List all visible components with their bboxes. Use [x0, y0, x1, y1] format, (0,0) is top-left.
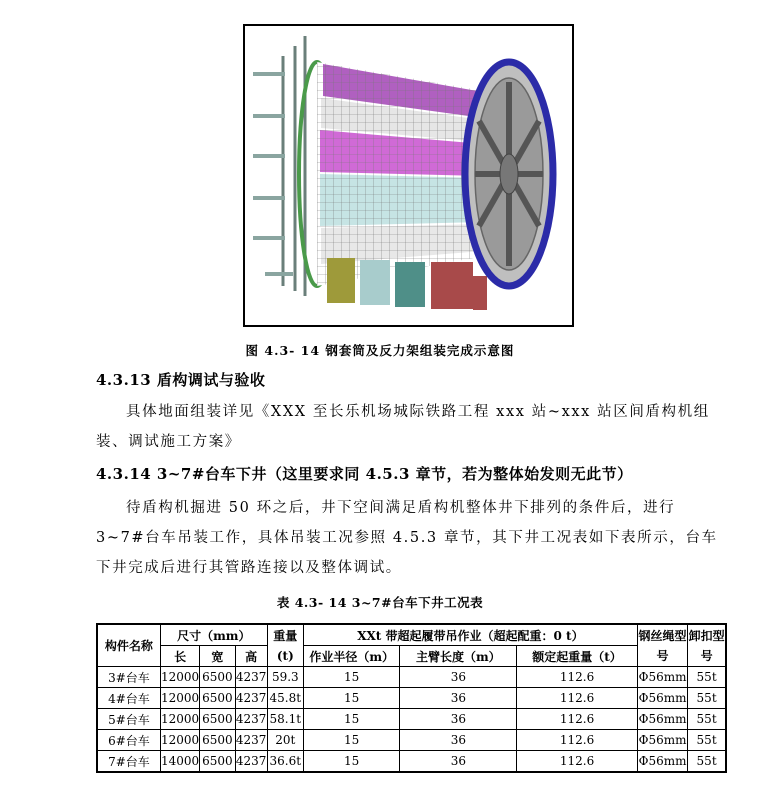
- cell-shackle: 55t: [688, 751, 726, 773]
- table-row: [97, 730, 726, 751]
- cell-rated: 112.6: [517, 751, 638, 773]
- cell-rope: Φ56mm: [637, 688, 687, 709]
- header-rope: 钢丝绳型号: [637, 624, 687, 667]
- cell-height: 4237: [235, 751, 267, 773]
- cell-rated: 112.6: [517, 667, 638, 688]
- cell-boom: 36: [400, 688, 517, 709]
- paragraph-text: 具体地面组装详见《XXX 至长乐机场城际铁路工程 xxx 站~xxx 站区间盾构机组装、调试施工方案》: [96, 404, 710, 450]
- cell-boom: 36: [400, 730, 517, 751]
- cell-radius: 15: [303, 688, 400, 709]
- cell-rope: Φ56mm: [637, 709, 687, 730]
- section-paragraph-4-3-14: [96, 493, 726, 583]
- table-row: [97, 751, 726, 773]
- header-name: 构件名称: [97, 624, 160, 667]
- header-width: 宽: [200, 646, 235, 667]
- cell-width: 6500: [200, 709, 235, 730]
- header-radius: 作业半径（m）: [303, 646, 400, 667]
- cell-boom: 36: [400, 751, 517, 773]
- steel-sleeve-illustration: [245, 26, 572, 325]
- cell-length: 14000: [160, 751, 199, 773]
- cell-weight: 59.3: [267, 667, 303, 688]
- paragraph-text: 待盾构机掘进 50 环之后，井下空间满足盾构机整体井下排列的条件后，进行 3~7#台车吊装工作，具体吊装工况参照 4.5.3 章节，其下井工况表如下表所示，台车下井完成后进行其管路连接以及整体调试。: [96, 500, 718, 576]
- table-title: 表 4.3- 14 3~7#台车下井工况表: [276, 595, 484, 610]
- cell-radius: 15: [303, 709, 400, 730]
- cell-width: 6500: [200, 751, 235, 773]
- cell-radius: 15: [303, 667, 400, 688]
- cell-rope: Φ56mm: [637, 667, 687, 688]
- cell-length: 12000: [160, 688, 199, 709]
- cell-radius: 15: [303, 751, 400, 773]
- cell-height: 4237: [235, 709, 267, 730]
- header-boom: 主臂长度（m）: [400, 646, 517, 667]
- cell-width: 6500: [200, 688, 235, 709]
- cell-shackle: 55t: [688, 730, 726, 751]
- section-heading-4-3-13: 4.3.13 盾构调试与验收: [96, 371, 266, 389]
- cell-name: 5#台车: [97, 709, 160, 730]
- cell-boom: 36: [400, 709, 517, 730]
- cell-name: 3#台车: [97, 667, 160, 688]
- cell-shackle: 55t: [688, 709, 726, 730]
- cell-weight: 20t: [267, 730, 303, 751]
- cell-rated: 112.6: [517, 730, 638, 751]
- cell-rated: 112.6: [517, 709, 638, 730]
- cell-length: 12000: [160, 709, 199, 730]
- table-header-row: [97, 624, 726, 646]
- header-crane: XXt 带超起履带吊作业（超起配重：0 t）: [303, 624, 637, 646]
- table-row: [97, 688, 726, 709]
- cell-length: 12000: [160, 730, 199, 751]
- header-length: 长: [160, 646, 199, 667]
- cell-height: 4237: [235, 730, 267, 751]
- cell-length: 12000: [160, 667, 199, 688]
- header-weight: 重量(t): [267, 624, 303, 667]
- cell-rope: Φ56mm: [637, 730, 687, 751]
- cell-radius: 15: [303, 730, 400, 751]
- cell-weight: 36.6t: [267, 751, 303, 773]
- header-height: 高: [235, 646, 267, 667]
- table-subheader-row: [97, 646, 726, 667]
- cell-name: 4#台车: [97, 688, 160, 709]
- cell-shackle: 55t: [688, 688, 726, 709]
- figure-caption: 图 4.3- 14 钢套筒及反力架组装完成示意图: [245, 343, 515, 358]
- cell-rated: 112.6: [517, 688, 638, 709]
- header-size: 尺寸（mm）: [160, 624, 267, 646]
- header-shackle: 卸扣型号: [688, 624, 726, 667]
- cell-width: 6500: [200, 730, 235, 751]
- figure-frame: [243, 24, 574, 327]
- cell-name: 7#台车: [97, 751, 160, 773]
- table-row: [97, 667, 726, 688]
- cell-boom: 36: [400, 667, 517, 688]
- cell-rope: Φ56mm: [637, 751, 687, 773]
- section-paragraph-4-3-13: [96, 397, 726, 457]
- cell-name: 6#台车: [97, 730, 160, 751]
- header-rated: 额定起重量（t）: [517, 646, 638, 667]
- section-heading-4-3-14: 4.3.14 3~7#台车下井（这里要求同 4.5.3 章节，若为整体始发则无此节）: [96, 465, 633, 483]
- cell-shackle: 55t: [688, 667, 726, 688]
- table-row: [97, 709, 726, 730]
- cell-weight: 58.1t: [267, 709, 303, 730]
- cell-weight: 45.8t: [267, 688, 303, 709]
- cell-width: 6500: [200, 667, 235, 688]
- cell-height: 4237: [235, 667, 267, 688]
- work-condition-table: [96, 623, 727, 773]
- cell-height: 4237: [235, 688, 267, 709]
